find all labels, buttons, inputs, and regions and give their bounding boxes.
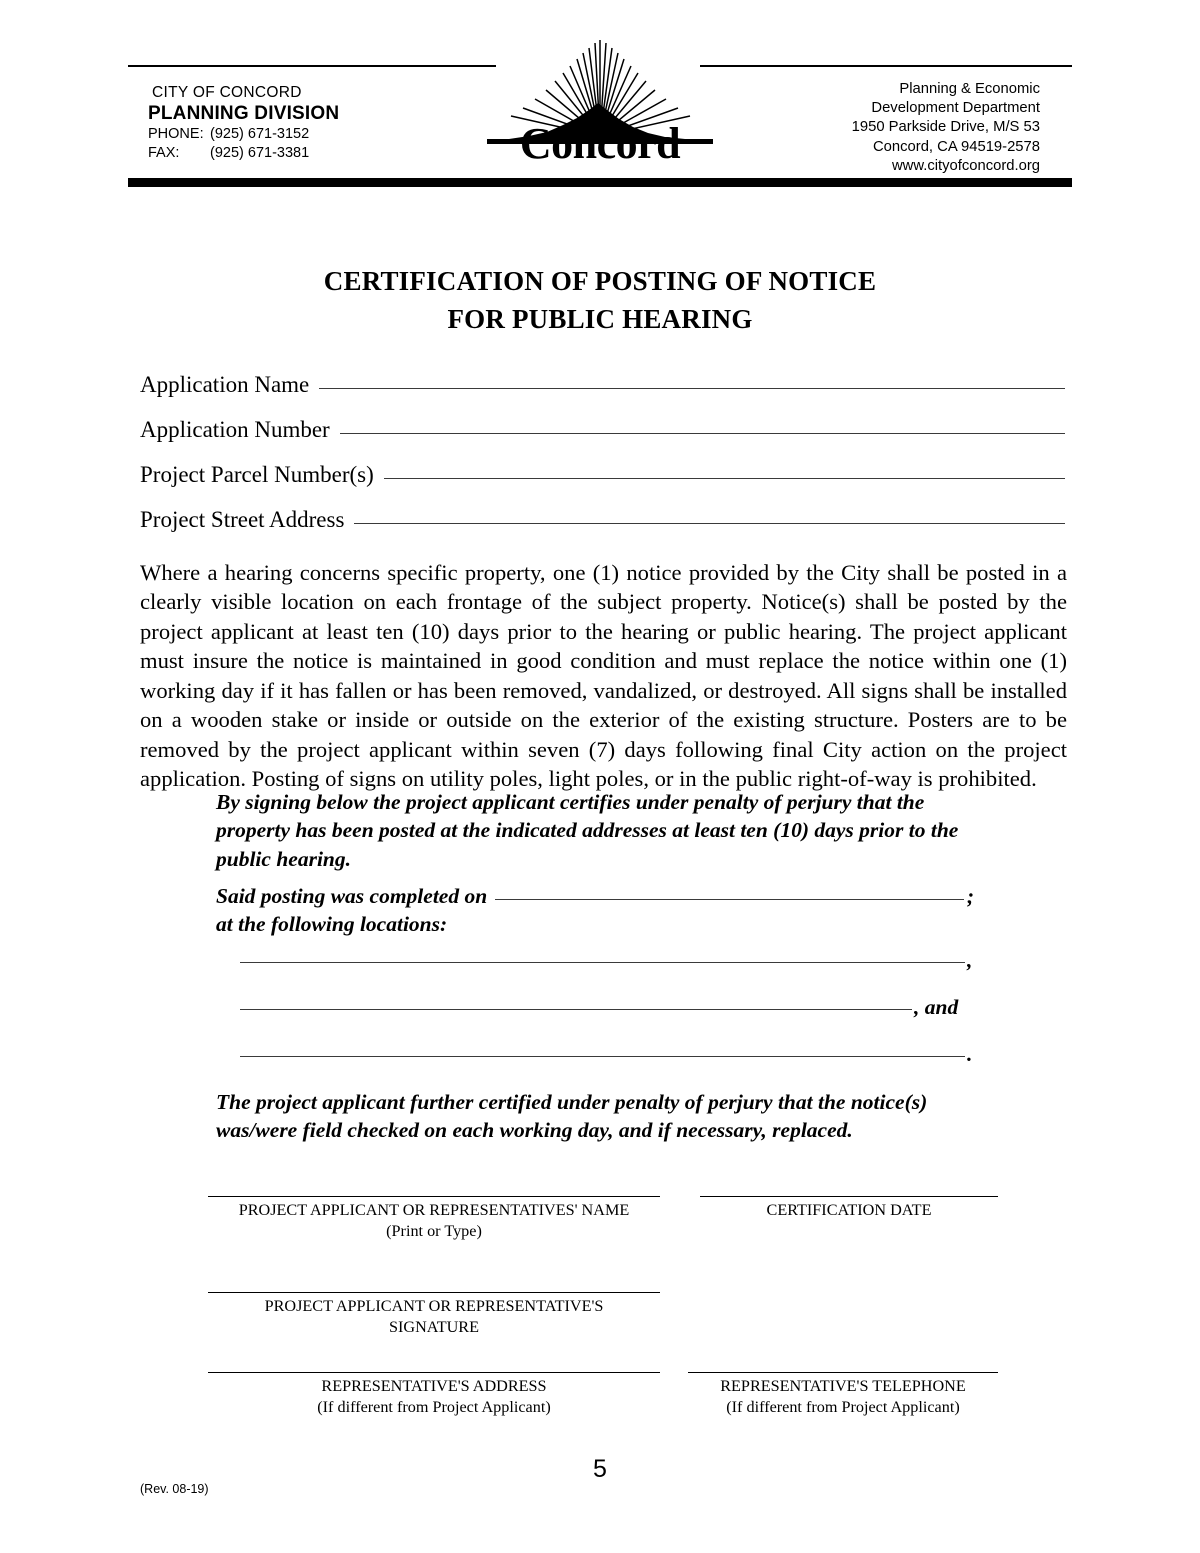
posting-date-label: Said posting was completed on bbox=[216, 884, 488, 908]
location-1-input[interactable] bbox=[240, 962, 965, 963]
location-1-suffix: , bbox=[967, 948, 973, 972]
logo-wordmark: Concord bbox=[519, 119, 681, 168]
representative-address-cell bbox=[208, 1372, 660, 1419]
certification-date-input[interactable] bbox=[700, 1196, 998, 1197]
applicant-name-label: PROJECT APPLICANT OR REPRESENTATIVES' NAME bbox=[238, 1201, 630, 1219]
field-label: Project Street Address bbox=[140, 507, 345, 532]
field-parcel-number bbox=[140, 462, 1065, 507]
field-application-name bbox=[140, 372, 1065, 417]
page-title-line-2: FOR PUBLIC HEARING bbox=[447, 304, 753, 335]
posting-date-input[interactable] bbox=[495, 899, 964, 900]
dept-address: 1950 Parkside Drive, M/S 53 bbox=[851, 119, 1040, 136]
location-row bbox=[240, 948, 985, 995]
header-rule-right bbox=[700, 65, 1072, 67]
applicant-name-sublabel: (Print or Type) bbox=[386, 1222, 482, 1241]
representative-address-label: REPRESENTATIVE'S ADDRESS bbox=[321, 1377, 547, 1395]
header-left-block bbox=[148, 84, 339, 162]
applicant-signature-cell bbox=[208, 1292, 660, 1339]
applicant-signature-label: PROJECT APPLICANT OR REPRESENTATIVE'S bbox=[264, 1297, 604, 1315]
signature-row-name-date bbox=[208, 1196, 998, 1292]
street-address-input[interactable] bbox=[354, 523, 1065, 524]
field-label: Project Parcel Number(s) bbox=[140, 462, 374, 487]
location-3-suffix: . bbox=[967, 1042, 973, 1066]
location-2-suffix: , and bbox=[914, 995, 959, 1019]
field-street-address bbox=[140, 507, 1065, 552]
representative-address-sublabel: (If different from Project Applicant) bbox=[317, 1398, 551, 1417]
application-name-input[interactable] bbox=[319, 388, 1065, 389]
representative-telephone-label: REPRESENTATIVE'S TELEPHONE bbox=[720, 1377, 966, 1395]
signature-row-signature bbox=[208, 1292, 998, 1372]
location-row bbox=[240, 1042, 985, 1089]
field-label: Application Number bbox=[140, 417, 330, 442]
field-application-number bbox=[140, 417, 1065, 462]
header-rule-left bbox=[128, 65, 496, 67]
fax-value: (925) 671-3381 bbox=[210, 144, 310, 161]
representative-telephone-sublabel: (If different from Project Applicant) bbox=[726, 1398, 960, 1417]
city-name: CITY OF CONCORD bbox=[152, 84, 302, 101]
certification-statement-2: The project applicant further certified under penalty of perjury that the notice(s) was/were field checked on each working day, and if necessary, replaced. bbox=[216, 1090, 928, 1143]
applicant-signature-input[interactable] bbox=[208, 1292, 660, 1293]
phone-value: (925) 671-3152 bbox=[210, 126, 310, 143]
division-name: PLANNING DIVISION bbox=[148, 102, 340, 124]
fax-row bbox=[148, 145, 339, 163]
fax-label: FAX: bbox=[148, 144, 180, 161]
posting-date-terminator: ; bbox=[966, 884, 974, 908]
certification-date-cell bbox=[700, 1196, 998, 1221]
revision-note: (Rev. 08-19) bbox=[140, 1482, 209, 1496]
posting-locations-list bbox=[240, 948, 985, 1089]
signature-row-address-phone bbox=[208, 1372, 998, 1452]
phone-row bbox=[148, 126, 339, 144]
representative-address-input[interactable] bbox=[208, 1372, 660, 1373]
location-3-input[interactable] bbox=[240, 1056, 965, 1057]
letterhead bbox=[128, 52, 1072, 187]
certification-statement-1: By signing below the project applicant certifies under penalty of perjury that the property has been posted at the indicated addresses at least ten (10) days prior to the public hearing. bbox=[216, 790, 959, 871]
header-right-block bbox=[852, 80, 1040, 176]
parcel-number-input[interactable] bbox=[384, 478, 1065, 479]
posting-locations-label: at the following locations: bbox=[216, 912, 448, 937]
header-bottom-rule bbox=[128, 178, 1072, 187]
representative-telephone-input[interactable] bbox=[688, 1372, 998, 1373]
posting-completion-block bbox=[216, 882, 984, 939]
representative-telephone-cell bbox=[688, 1372, 998, 1419]
page-title-line-1: CERTIFICATION OF POSTING OF NOTICE bbox=[323, 266, 877, 296]
dept-city-state-zip: Concord, CA 94519-2578 bbox=[873, 138, 1040, 155]
dept-line-1: Planning & Economic bbox=[899, 81, 1040, 97]
field-label: Application Name bbox=[140, 372, 310, 397]
application-number-input[interactable] bbox=[340, 433, 1065, 434]
dept-line-2: Development Department bbox=[871, 100, 1040, 117]
location-2-input[interactable] bbox=[240, 1009, 912, 1010]
posting-requirements-paragraph: Where a hearing concerns specific property, one (1) notice provided by the City shall be posted in a clearly visible location on each frontage of the subject property. Notice(s) shall be posted by the project applicant at least ten (10) days prior to the hearing or public hearing. The project applicant must insure the notice is maintained in good condition and must replace the notice within one (1) working day if it has fallen or has been removed, vandalized, or destroyed. All signs shall be installed on a wooden stake or inside or outside on the exterior of the existing structure. Posters are to be removed by the project applicant within seven (7) days following final City action on the project application. Posting of signs on utility poles, light poles, or in the public right-of-way is prohibited. bbox=[140, 560, 1067, 792]
dept-website: www.cityofconcord.org bbox=[891, 157, 1040, 174]
signature-block bbox=[208, 1196, 998, 1452]
applicant-name-cell bbox=[208, 1196, 660, 1243]
application-fields bbox=[140, 372, 1065, 552]
page-title bbox=[0, 262, 1200, 339]
page-number: 5 bbox=[593, 1455, 607, 1483]
phone-label: PHONE: bbox=[148, 126, 204, 143]
applicant-name-input[interactable] bbox=[208, 1196, 660, 1197]
certification-date-label: CERTIFICATION DATE bbox=[766, 1201, 932, 1219]
location-row bbox=[240, 995, 985, 1042]
posting-date-row bbox=[216, 882, 974, 910]
concord-logo bbox=[485, 40, 715, 170]
applicant-signature-sublabel: SIGNATURE bbox=[389, 1318, 479, 1337]
